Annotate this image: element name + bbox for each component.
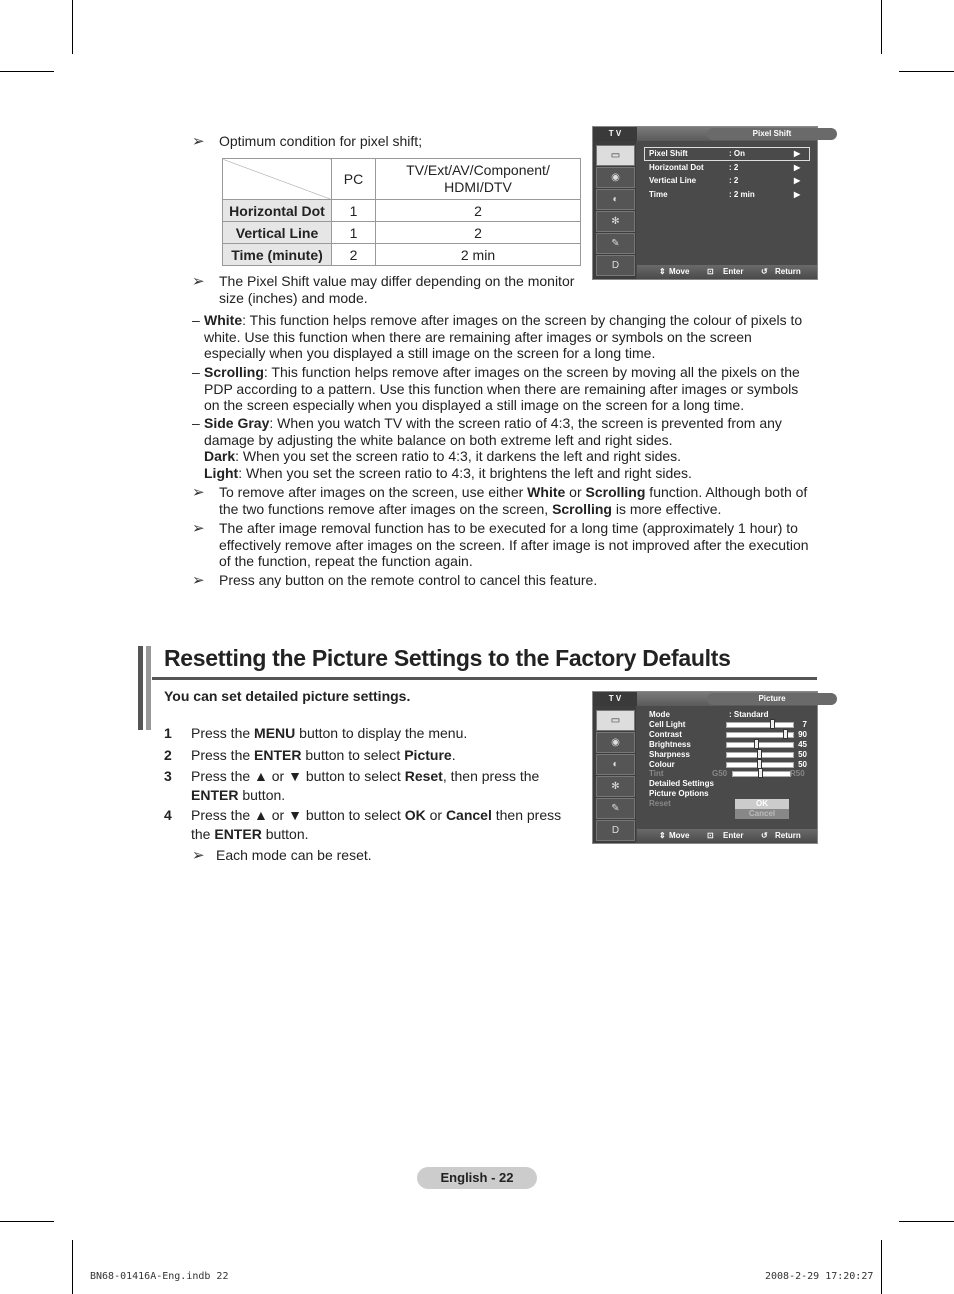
move-icon: ⇕ (659, 267, 666, 276)
right-triangle-icon: ▶ (794, 149, 801, 158)
step-text: Press the ▲ or ▼ button to select (191, 768, 405, 784)
osd-row-value: : 2 min (729, 190, 755, 199)
osd-row-value: : 2 (729, 176, 739, 185)
osd-sidebar (593, 706, 636, 843)
step-4 (191, 806, 581, 843)
step-1 (191, 724, 581, 743)
move-icon: ⇕ (659, 831, 666, 840)
osd-enter-label: Enter (723, 831, 744, 840)
note-arrow-icon: ➢ (192, 572, 205, 589)
cell-pc: 1 (332, 222, 376, 244)
step-text: button to display the menu. (295, 725, 468, 741)
note-arrow-icon: ➢ (192, 273, 205, 290)
osd-slider-track[interactable] (726, 742, 794, 748)
osd-move-label: Move (669, 831, 690, 840)
step-text: button. (261, 825, 309, 842)
crop-mark (881, 0, 882, 54)
note-arrow-icon: ➢ (192, 847, 205, 864)
digital-icon[interactable]: D (596, 820, 635, 841)
side-gray-item (204, 415, 816, 481)
osd-slider-label[interactable]: Brightness (649, 740, 691, 749)
channel-icon[interactable]: ◐ (596, 754, 635, 775)
step-bold: Reset (404, 768, 443, 784)
osd-slider-label[interactable]: Colour (649, 760, 675, 769)
pixel-shift-variance-note: The Pixel Shift value may differ depending on the monitor size (inches) and mode. (219, 273, 575, 306)
row-label: Horizontal Dot (223, 200, 332, 222)
osd-tv-label: T V (593, 127, 637, 141)
dash: – (192, 312, 200, 328)
osd-titlebar (637, 127, 817, 141)
crop-mark (881, 1240, 882, 1294)
side-gray-term: Side Gray (204, 415, 270, 431)
sound-icon[interactable]: ◉ (596, 167, 635, 188)
step-bold: ENTER (214, 825, 262, 842)
white-term: White (204, 312, 243, 328)
cell-pc: 2 (332, 244, 376, 266)
dash: – (192, 415, 200, 431)
osd-row-label[interactable]: Detailed Settings (649, 779, 714, 788)
osd-bottom-bar (637, 265, 817, 279)
crop-mark (72, 1240, 73, 1294)
cell-pc: 1 (332, 200, 376, 222)
osd-tint-label: Tint (649, 769, 664, 778)
osd-slider-value: 90 (798, 730, 807, 739)
enter-icon: ⊡ (707, 831, 714, 840)
crop-mark (0, 1221, 54, 1222)
note-arrow-icon: ➢ (192, 133, 205, 150)
step-3 (191, 767, 581, 804)
right-triangle-icon: ▶ (794, 176, 801, 185)
step-2 (191, 746, 581, 765)
osd-row-value: : 2 (729, 163, 739, 172)
table-row (223, 200, 581, 222)
osd-tv-label: T V (593, 692, 637, 706)
reset-note: Each mode can be reset. (216, 847, 372, 863)
osd-row-label[interactable]: Time (649, 190, 668, 199)
input-icon[interactable]: ✎ (596, 798, 635, 819)
note-bold: White (527, 484, 566, 500)
heading-bar (146, 646, 151, 730)
osd-slider-knob[interactable] (754, 739, 759, 749)
print-timestamp: 2008-2-29 17:20:27 (765, 1271, 874, 1282)
print-file-info: BN68-01416A-Eng.indb 22 (90, 1271, 229, 1282)
light-text: : When you set the screen ratio to 4:3, it brightens the left and right sides. (238, 464, 692, 481)
step-text: button. (238, 786, 286, 803)
cancel-feature-note: Press any button on the remote control to cancel this feature. (219, 572, 598, 588)
osd-cancel-option[interactable]: Cancel (735, 809, 789, 819)
tint-slider-knob (758, 768, 763, 778)
osd-picture-menu (592, 691, 818, 844)
osd-slider-label[interactable]: Cell Light (649, 720, 686, 729)
osd-row-label[interactable]: Pixel Shift (649, 149, 688, 158)
side-gray-text: : When you watch TV with the screen ratio of 4:3, the screen is prevented from any damage by adjusting the white balance on both extreme left and right sides. (204, 415, 782, 448)
picture-icon[interactable]: ▭ (596, 145, 635, 166)
table-row (223, 244, 581, 266)
step-bold: ENTER (254, 747, 302, 763)
scrolling-term: Scrolling (204, 364, 264, 380)
table-corner-cell (223, 159, 332, 200)
osd-tint-r: R50 (790, 769, 805, 778)
right-triangle-icon: ▶ (794, 190, 801, 199)
step-bold: Cancel (445, 807, 492, 823)
return-icon: ↺ (761, 831, 768, 840)
note-text: To remove after images on the screen, use either (219, 484, 528, 500)
osd-return-label: Return (775, 831, 801, 840)
section-heading: Resetting the Picture Settings to the Factory Defaults (164, 645, 731, 671)
crop-mark (72, 0, 73, 54)
osd-titlebar (637, 692, 817, 706)
step-number: 1 (164, 725, 172, 741)
pixel-shift-table (222, 158, 581, 266)
osd-row-value: : Standard (729, 710, 769, 719)
crop-mark (899, 1221, 954, 1222)
osd-reset-label[interactable]: Reset (649, 799, 671, 808)
crop-mark (0, 71, 54, 72)
step-text: Press the ▲ or ▼ button to select (191, 807, 405, 823)
input-icon[interactable]: ✎ (596, 233, 635, 254)
step-bold: MENU (254, 725, 296, 741)
dark-term: Dark (204, 448, 236, 464)
osd-slider-knob[interactable] (770, 719, 775, 729)
setup-icon[interactable]: ✻ (596, 776, 635, 797)
pixel-shift-note: Optimum condition for pixel shift; (219, 133, 423, 149)
osd-slider-knob[interactable] (757, 749, 762, 759)
osd-sidebar (593, 141, 636, 279)
note-bold: Scrolling (552, 500, 612, 517)
cell-tv: 2 (376, 222, 581, 244)
table-header-pc: PC (332, 159, 376, 200)
osd-slider-knob[interactable] (783, 729, 788, 739)
row-label: Time (minute) (223, 244, 332, 266)
osd-slider-value: 50 (798, 750, 807, 759)
reset-intro: You can set detailed picture settings. (164, 688, 411, 704)
osd-slider-track[interactable] (726, 722, 794, 728)
osd-return-label: Return (775, 267, 801, 276)
osd-title: Pixel Shift (707, 128, 837, 140)
heading-underline (152, 677, 817, 680)
note-text: function. Although both of the two functions remove after images on the screen, (219, 484, 808, 517)
channel-icon[interactable]: ◐ (596, 189, 635, 210)
step-bold: ENTER (191, 786, 239, 803)
white-text: : This function helps remove after images on the screen by changing the colour of pixels to white. Use this function when there are remaining after images or symbols on the screen especially when you displayed a still image on the screen for a long time. (204, 312, 803, 361)
cell-tv: 2 (376, 200, 581, 222)
note-arrow-icon: ➢ (192, 484, 205, 501)
step-number: 4 (164, 807, 172, 823)
osd-tint-g: G50 (712, 769, 728, 778)
osd-row-label[interactable]: Horizontal Dot (649, 163, 704, 172)
step-bold: OK (404, 807, 426, 823)
step-text: . (451, 747, 456, 763)
picture-icon[interactable]: ▭ (596, 710, 635, 731)
table-header-tv: TV/Ext/AV/Component/ HDMI/DTV (376, 159, 581, 200)
osd-slider-value: 7 (802, 720, 807, 729)
osd-row-label[interactable]: Mode (649, 710, 670, 719)
table-row (223, 222, 581, 244)
digital-icon[interactable]: D (596, 255, 635, 276)
step-number: 2 (164, 747, 172, 763)
osd-enter-label: Enter (723, 267, 744, 276)
osd-row-value: : On (729, 149, 745, 158)
osd-slider-value: 45 (798, 740, 807, 749)
return-icon: ↺ (761, 267, 768, 276)
note-arrow-icon: ➢ (192, 520, 205, 537)
scrolling-item (204, 364, 816, 414)
osd-pixel-shift-menu (592, 126, 818, 280)
enter-icon: ⊡ (707, 267, 714, 276)
note-text: is more effective. (611, 500, 722, 517)
step-text: or (425, 807, 446, 823)
note-bold: Scrolling (585, 484, 646, 500)
osd-row-label[interactable]: Vertical Line (649, 176, 697, 185)
step-text: button to select (301, 747, 405, 763)
osd-slider-value: 50 (798, 760, 807, 769)
osd-ok-option[interactable]: OK (735, 799, 789, 809)
osd-slider-label[interactable]: Contrast (649, 730, 682, 739)
removal-duration-note: The after image removal function has to be executed for a long time (approximately 1 hour) to effectively remove after images on the screen. If after image is not improved after the execution of the function, repeat the function again. (219, 520, 809, 569)
note-text: or (565, 484, 586, 500)
step-text: , then press the (442, 768, 540, 784)
osd-slider-label[interactable]: Sharpness (649, 750, 690, 759)
step-text: then press the (191, 807, 562, 842)
step-text: Press the (191, 747, 255, 763)
step-text: Press the (191, 725, 255, 741)
right-triangle-icon: ▶ (794, 163, 801, 172)
sound-icon[interactable]: ◉ (596, 732, 635, 753)
cell-tv: 2 min (376, 244, 581, 266)
step-number: 3 (164, 768, 172, 784)
page-number-badge: English - 22 (417, 1167, 537, 1189)
row-label: Vertical Line (223, 222, 332, 244)
osd-move-label: Move (669, 267, 690, 276)
white-item (204, 312, 816, 362)
step-bold: Picture (404, 747, 452, 763)
setup-icon[interactable]: ✻ (596, 211, 635, 232)
osd-title: Picture (707, 693, 837, 705)
osd-row-label[interactable]: Picture Options (649, 789, 709, 798)
crop-mark (899, 71, 954, 72)
scrolling-text: : This function helps remove after images on the screen by moving all the pixels on the PDP according to a pattern. Use this function when there are remaining after images or symbols on the screen especially when you displayed a still image on the screen for a long time. (204, 364, 800, 413)
heading-bar (138, 646, 143, 730)
light-term: Light (204, 464, 239, 481)
dark-text: : When you set the screen ratio to 4:3, it darkens the left and right sides. (235, 448, 682, 464)
osd-bottom-bar (637, 829, 817, 843)
after-image-note (219, 484, 817, 517)
dash: – (192, 364, 200, 380)
